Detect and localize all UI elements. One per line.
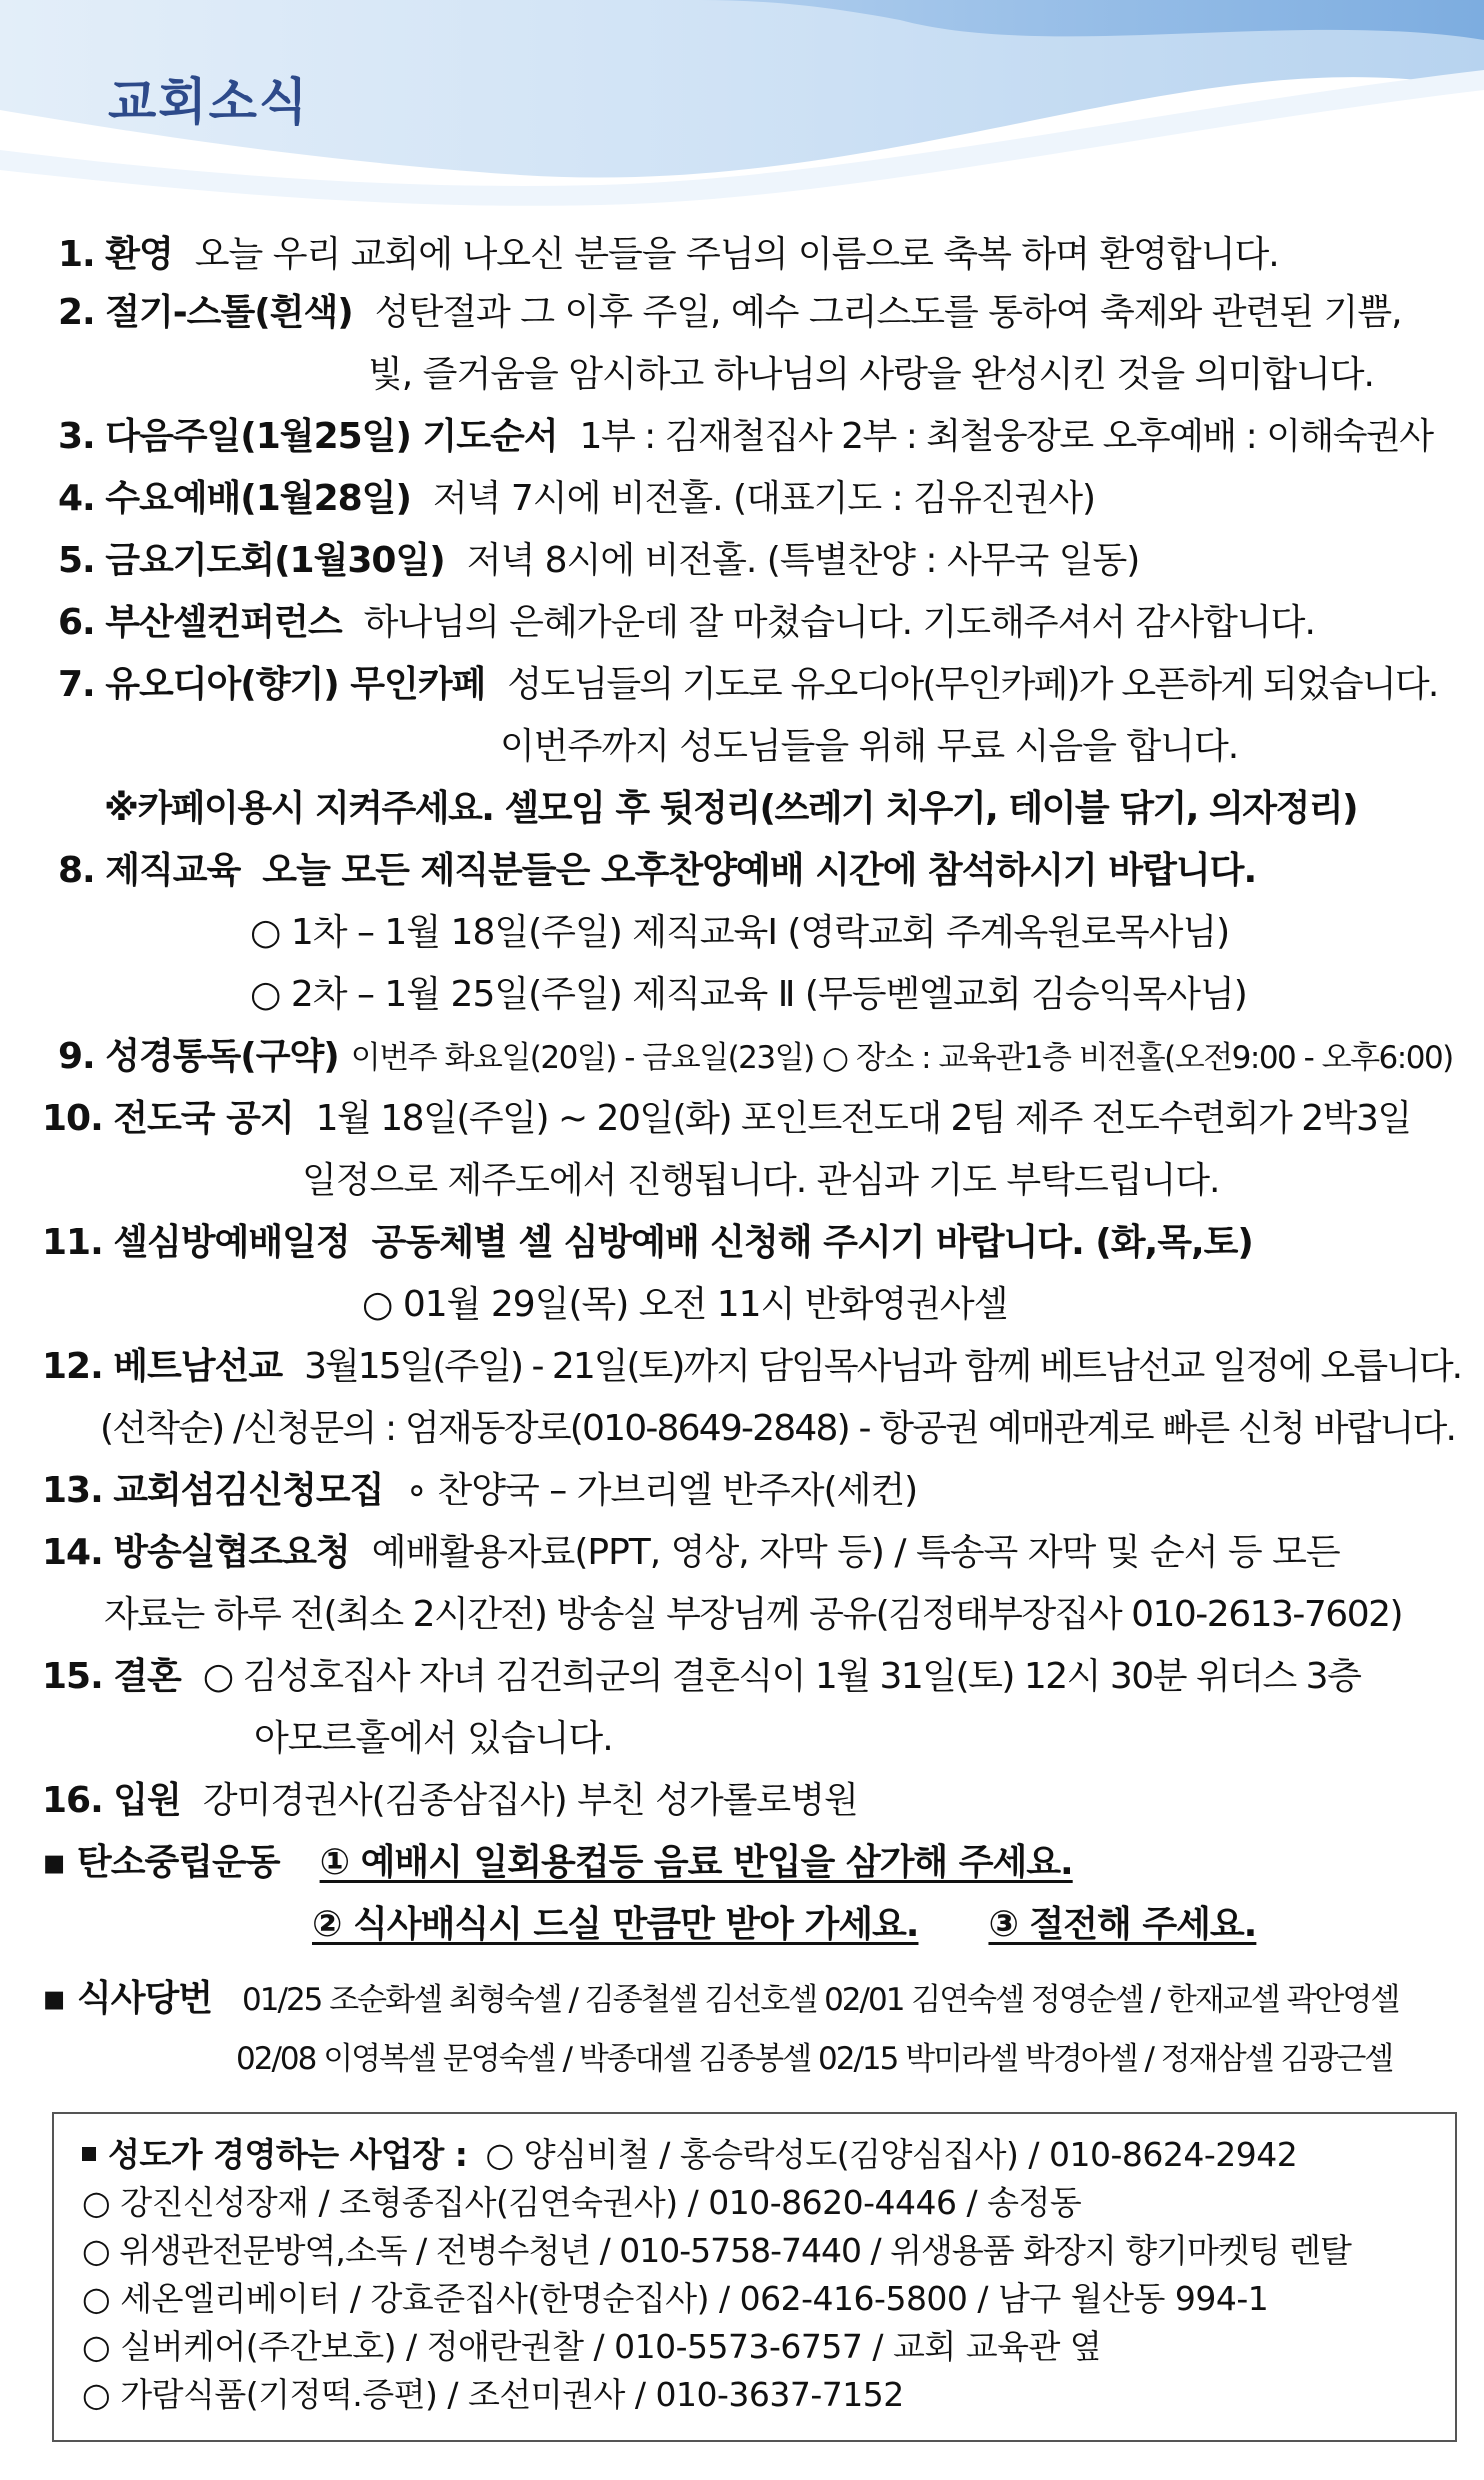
item-text: ○ 김성호집사 자녀 김건희군의 결혼식이 1월 31일(토) 12시 30분 위더스 3층 bbox=[202, 1656, 1361, 1697]
carbon-neutral-campaign bbox=[42, 1840, 1073, 1886]
item-text: 저녁 7시에 비전홀. (대표기도 : 김유진권사) bbox=[432, 478, 1096, 519]
item-number: 1. bbox=[58, 234, 95, 275]
item-text: 강미경권사(김종삼집사) 부친 성가롤로병원 bbox=[202, 1780, 858, 1821]
item-8-sub-1: ○ 1차 – 1월 18일(주일) 제직교육Ⅰ (영락교회 주계옥원로목사님) bbox=[250, 912, 1230, 953]
item-9 bbox=[58, 1034, 1453, 1081]
carbon-item-3: ③ 절전해 주세요. bbox=[988, 1904, 1257, 1945]
item-text: 오늘 모든 제직분들은 오후찬양예배 시간에 참석하시기 바랍니다. bbox=[262, 850, 1257, 891]
item-label: 전도국 공지 bbox=[113, 1098, 294, 1139]
member-business-box bbox=[52, 2112, 1457, 2442]
item-label: 입원 bbox=[113, 1780, 181, 1821]
item-12 bbox=[42, 1344, 1461, 1390]
item-6 bbox=[58, 600, 1315, 646]
item-label: 방송실협조요청 bbox=[113, 1532, 350, 1573]
carbon-item-1: ① 예배시 일회용컵등 음료 반입을 삼가해 주세요. bbox=[319, 1842, 1073, 1883]
meal-label: ▪ 식사당번 bbox=[42, 1978, 213, 2019]
item-label: 제직교육 bbox=[105, 850, 241, 891]
item-label: 금요기도회(1월30일) bbox=[105, 540, 445, 581]
item-label: 결혼 bbox=[113, 1656, 181, 1697]
item-label: 수요예배(1월28일) bbox=[105, 478, 411, 519]
item-text: 하나님의 은혜가운데 잘 마쳤습니다. 기도해주셔서 감사합니다. bbox=[363, 602, 1315, 643]
item-text: 성탄절과 그 이후 주일, 예수 그리스도를 통하여 축제와 관련된 기쁨, bbox=[374, 292, 1402, 333]
item-1 bbox=[58, 232, 1279, 278]
item-label: 부산셀컨퍼런스 bbox=[105, 602, 342, 643]
item-3 bbox=[58, 414, 1433, 460]
item-number: 10. bbox=[42, 1098, 103, 1139]
meal-line-1: 01/25 조순화셀 최형숙셀 / 김종철셀 김선호셀 02/01 김연숙셀 정영순셀 / 한재교셀 곽안영셀 bbox=[242, 1982, 1399, 2018]
item-11 bbox=[42, 1220, 1253, 1266]
business-label: 성도가 경영하는 사업장 : bbox=[108, 2135, 468, 2174]
item-13 bbox=[42, 1468, 917, 1514]
item-label: 베트남선교 bbox=[113, 1346, 283, 1387]
item-text: ∘ 찬양국 – 가브리엘 반주자(세컨) bbox=[405, 1470, 918, 1511]
item-number: 5. bbox=[58, 540, 95, 581]
item-label: 셀심방예배일정 bbox=[113, 1222, 350, 1263]
item-14 bbox=[42, 1530, 1340, 1576]
item-number: 4. bbox=[58, 478, 95, 519]
item-2-continued: 빛, 즐거움을 암시하고 하나님의 사랑을 완성시킨 것을 의미합니다. bbox=[368, 354, 1374, 395]
item-7-note: ※카페이용시 지켜주세요. 셀모임 후 뒷정리(쓰레기 치우기, 테이블 닦기, 의자정리) bbox=[104, 788, 1358, 829]
business-entry: ○ 실버케어(주간보호) / 정애란권찰 / 010-5573-6757 / 교회 교육관 옆 bbox=[82, 2327, 1102, 2366]
item-label: 환영 bbox=[105, 234, 173, 275]
item-2 bbox=[58, 290, 1402, 336]
item-7-continued: 이번주까지 성도님들을 위해 무료 시음을 합니다. bbox=[500, 726, 1239, 767]
item-16 bbox=[42, 1778, 858, 1824]
item-number: 6. bbox=[58, 602, 95, 643]
item-label: 유오디아(향기) 무인카페 bbox=[105, 664, 486, 705]
business-entry: ○ 세온엘리베이터 / 강효준집사(한명순집사) / 062-416-5800 / 남구 월산동 994-1 bbox=[82, 2279, 1269, 2318]
item-8 bbox=[58, 848, 1256, 894]
item-5 bbox=[58, 538, 1139, 584]
item-14-continued: 자료는 하루 전(최소 2시간전) 방송실 부장님께 공유(김정태부장집사 010-2613-7602) bbox=[104, 1594, 1403, 1635]
carbon-neutral-campaign-2 bbox=[312, 1902, 1256, 1948]
item-label: 교회섬김신청모집 bbox=[113, 1470, 384, 1511]
item-number: 16. bbox=[42, 1780, 103, 1821]
business-entry: ○ 강진신성장재 / 조형종집사(김연숙권사) / 010-8620-4446 / 송정동 bbox=[82, 2183, 1082, 2222]
item-number: 8. bbox=[58, 850, 95, 891]
item-text: 공동체별 셀 심방예배 신청해 주시기 바랍니다. (화,목,토) bbox=[371, 1222, 1253, 1263]
item-11-continued: ○ 01월 29일(목) 오전 11시 반화영권사셀 bbox=[362, 1284, 1008, 1325]
item-text: 성도님들의 기도로 유오디아(무인카페)가 오픈하게 되었습니다. bbox=[507, 664, 1438, 705]
item-8-sub-2: ○ 2차 – 1월 25일(주일) 제직교육 Ⅱ (무등벧엘교회 김승익목사님) bbox=[250, 974, 1247, 1015]
item-10 bbox=[42, 1096, 1411, 1142]
item-text: 1월 18일(주일) ~ 20일(화) 포인트전도대 2팀 제주 전도수련회가 2박3일 bbox=[315, 1098, 1411, 1139]
business-entry: ○ 가람식품(기정떡.증편) / 조선미권사 / 010-3637-7152 bbox=[82, 2375, 904, 2414]
item-number: 7. bbox=[58, 664, 95, 705]
business-entry-1: ○ 양심비철 / 홍승락성도(김양심집사) / 010-8624-2942 bbox=[485, 2135, 1298, 2174]
business-header bbox=[82, 2134, 1297, 2176]
item-text: 저녁 8시에 비전홀. (특별찬양 : 사무국 일동) bbox=[466, 540, 1140, 581]
item-4 bbox=[58, 476, 1095, 522]
item-text: 이번주 화요일(20일) - 금요일(23일) ○ 장소 : 교육관1층 비전홀(오전9:00 - 오후6:00) bbox=[350, 1040, 1453, 1076]
item-number: 14. bbox=[42, 1532, 103, 1573]
item-number: 11. bbox=[42, 1222, 103, 1263]
item-number: 3. bbox=[58, 416, 95, 457]
item-10-continued: 일정으로 제주도에서 진행됩니다. 관심과 기도 부탁드립니다. bbox=[302, 1160, 1220, 1201]
carbon-label: ▪ 탄소중립운동 bbox=[42, 1842, 280, 1883]
item-7 bbox=[58, 662, 1437, 708]
item-label: 다음주일(1월25일) 기도순서 bbox=[105, 416, 558, 457]
meal-duty bbox=[42, 1976, 1398, 2023]
item-12-continued: (선착순) /신청문의 : 엄재동장로(010-8649-2848) - 항공권 예매관계로 빠른 신청 바랍니다. bbox=[100, 1408, 1456, 1449]
business-entry: ○ 위생관전문방역,소독 / 전병수청년 / 010-5758-7440 / 위생용품 화장지 향기마켓팅 렌탈 bbox=[82, 2231, 1351, 2270]
item-number: 15. bbox=[42, 1656, 103, 1697]
item-label: 절기-스톨(흰색) bbox=[105, 292, 353, 333]
item-number: 13. bbox=[42, 1470, 103, 1511]
item-label: 성경통독(구약) bbox=[105, 1036, 339, 1077]
item-text: 예배활용자료(PPT, 영상, 자막 등) / 특송곡 자막 및 순서 등 모든 bbox=[371, 1532, 1340, 1573]
item-number: 9. bbox=[58, 1036, 95, 1077]
meal-line-2: 02/08 이영복셀 문영숙셀 / 박종대셀 김종봉셀 02/15 박미라셀 박경아셀 / 정재삼셀 김광근셀 bbox=[236, 2041, 1393, 2077]
item-text: 3월15일(주일) - 21일(토)까지 담임목사님과 함께 베트남선교 일정에 오릅니다. bbox=[304, 1346, 1462, 1387]
item-number: 2. bbox=[58, 292, 95, 333]
item-15-continued: 아모르홀에서 있습니다. bbox=[254, 1718, 613, 1759]
item-15 bbox=[42, 1654, 1360, 1700]
page-title: 교회소식 bbox=[108, 73, 310, 131]
carbon-item-2: ② 식사배식시 드실 만큼만 받아 가세요. bbox=[312, 1904, 919, 1945]
item-text: 오늘 우리 교회에 나오신 분들을 주님의 이름으로 축복 하며 환영합니다. bbox=[194, 234, 1279, 275]
item-text: 1부 : 김재철집사 2부 : 최철웅장로 오후예배 : 이해숙권사 bbox=[579, 416, 1433, 457]
square-bullet-icon bbox=[82, 2147, 96, 2161]
item-number: 12. bbox=[42, 1346, 103, 1387]
